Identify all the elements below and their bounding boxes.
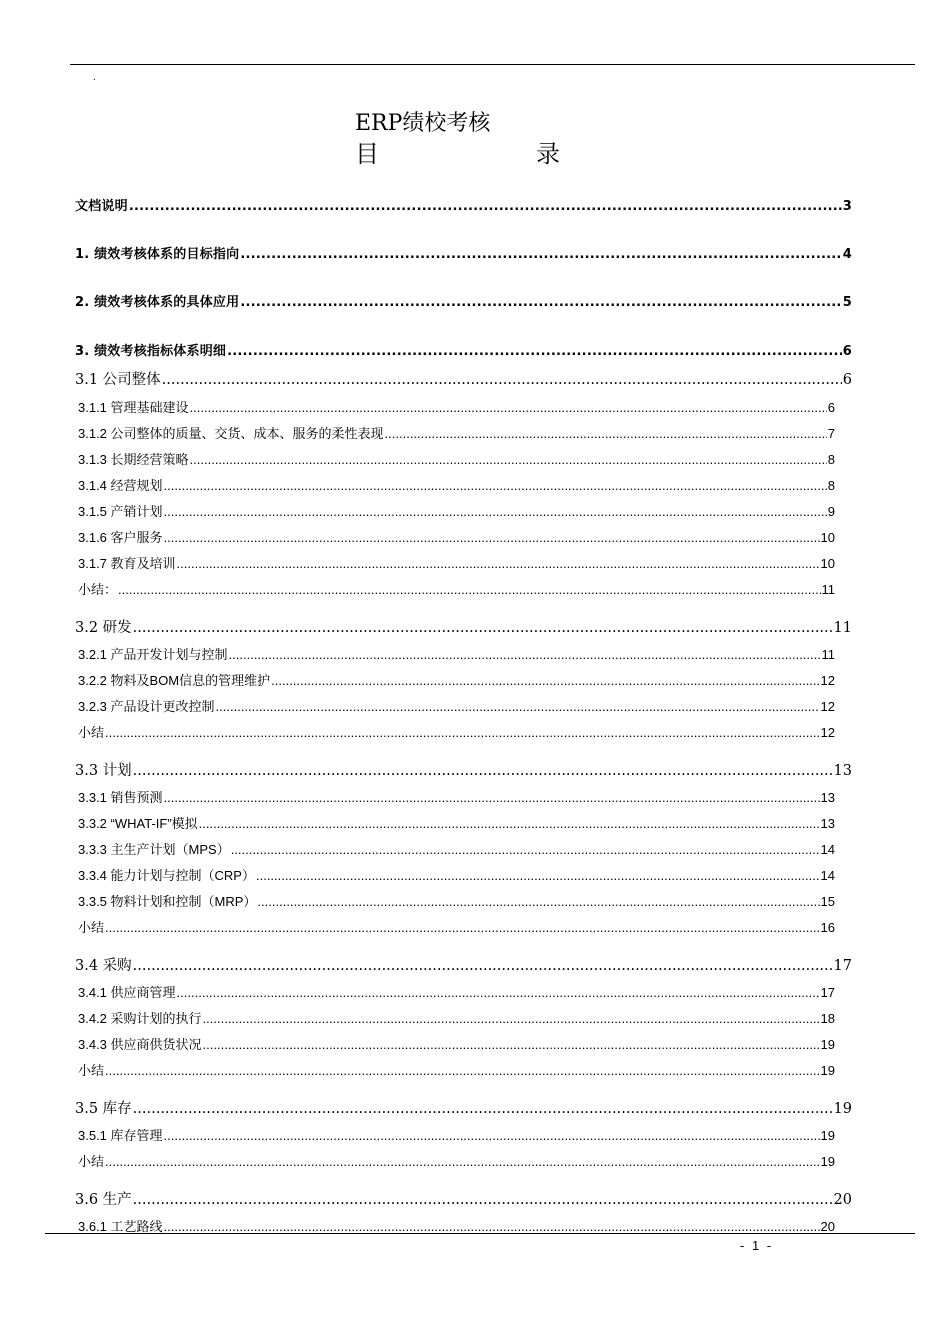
- toc-entry[interactable]: [78, 670, 835, 689]
- toc-entry-page: 12: [820, 699, 835, 714]
- toc-entry-page: 12: [820, 673, 835, 688]
- toc-entry-page: 19: [820, 1063, 835, 1078]
- toc-entry-label: 3.3.3 主生产计划（MPS）: [78, 842, 230, 857]
- toc-entry-page: 8: [827, 478, 835, 493]
- toc-dot-leader: [257, 894, 819, 909]
- toc-dot-leader: [190, 452, 827, 467]
- toc-entry[interactable]: [78, 787, 835, 806]
- toc-entry-label: 3.4.1 供应商管理: [78, 985, 176, 1000]
- toc-entry-label: 3.1.2 公司整体的质量、交货、成本、服务的柔性表现: [78, 426, 384, 441]
- toc-entry-page: 10: [820, 530, 835, 545]
- toc-entry-page: 11: [821, 582, 835, 597]
- toc-dot-leader: [105, 920, 820, 935]
- toc-entry[interactable]: [78, 449, 835, 468]
- toc-entry-label: 文档说明: [75, 199, 128, 214]
- toc-dot-leader: [199, 816, 820, 831]
- toc-entry-label: 3.3.1 销售预测: [78, 790, 163, 805]
- toc-entry[interactable]: [75, 291, 852, 310]
- toc-entry[interactable]: [78, 1125, 835, 1144]
- toc-entry-label: 3.5 库存: [75, 1101, 132, 1117]
- toc-entry-page: 15: [820, 894, 835, 909]
- toc-entry[interactable]: [78, 501, 835, 520]
- toc-entry[interactable]: [78, 1151, 835, 1170]
- toc-entry[interactable]: [75, 243, 852, 262]
- toc-dot-leader: [203, 1037, 820, 1052]
- toc-dot-leader: [105, 1154, 820, 1169]
- toc-entry-label: 1. 绩效考核体系的目标指向: [75, 247, 240, 262]
- toc-dot-leader: [231, 842, 820, 857]
- toc-entry-label: 小结: [78, 725, 105, 740]
- toc-entry-label: 3.1.3 长期经营策略: [78, 452, 189, 467]
- toc-entry-label: 小结: [78, 920, 105, 935]
- toc-entry-label: 3.3.4 能力计划与控制（CRP）: [78, 868, 255, 883]
- toc-entry-label: 3.4.2 采购计划的执行: [78, 1011, 202, 1026]
- toc-entry[interactable]: [78, 397, 835, 416]
- toc-entry-page: 6: [842, 344, 852, 359]
- header-rule: [70, 64, 915, 65]
- toc-entry-page: 19: [820, 1037, 835, 1052]
- toc-dot-leader: [133, 620, 833, 636]
- toc-dot-leader: [164, 478, 827, 493]
- toc-entry-page: 19: [820, 1154, 835, 1169]
- toc-entry-page: 14: [820, 868, 835, 883]
- toc-entry-label: 小结: [78, 1063, 105, 1078]
- toc-entry-page: 12: [820, 725, 835, 740]
- toc-entry-label: 3.1 公司整体: [75, 372, 161, 388]
- toc-entry[interactable]: [75, 340, 852, 359]
- toc-entry-label: 3.2.1 产品开发计划与控制: [78, 647, 228, 662]
- toc-entry-label: 3.3.5 物料计划和控制（MRP）: [78, 894, 257, 909]
- toc-entry[interactable]: [78, 1060, 835, 1079]
- toc-dot-leader: [177, 985, 820, 1000]
- toc-entry[interactable]: [75, 1188, 852, 1209]
- toc-entry-page: 5: [842, 295, 852, 310]
- toc-entry[interactable]: [78, 722, 835, 741]
- toc-entry-label: 3. 绩效考核指标体系明细: [75, 344, 227, 359]
- toc-dot-leader: [164, 530, 820, 545]
- toc-entry-page: 8: [827, 452, 835, 467]
- toc-entry-label: 3.1.6 客户服务: [78, 530, 163, 545]
- toc-dot-leader: [227, 344, 842, 359]
- toc-dot-leader: [385, 426, 827, 441]
- toc-entry-page: 13: [820, 816, 835, 831]
- toc-dot-leader: [256, 868, 820, 883]
- toc-entry-page: 10: [820, 556, 835, 571]
- toc-entry-label: 3.1.7 教育及培训: [78, 556, 176, 571]
- toc-entry[interactable]: [78, 527, 835, 546]
- toc-entry[interactable]: [78, 1034, 835, 1053]
- toc-entry-page: 17: [833, 958, 852, 974]
- toc-entry[interactable]: [78, 553, 835, 572]
- toc-entry[interactable]: [78, 1008, 835, 1027]
- footer-page-number: - 1 -: [740, 1238, 774, 1253]
- toc-entry[interactable]: [75, 954, 852, 975]
- toc-entry-page: 20: [833, 1192, 852, 1208]
- toc-dot-leader: [162, 372, 842, 388]
- toc-dot-leader: [133, 1101, 833, 1117]
- toc-entry[interactable]: [78, 917, 835, 936]
- toc-entry-label: 3.4.3 供应商供货状况: [78, 1037, 202, 1052]
- toc-dot-leader: [240, 295, 841, 310]
- toc-entry-label: 2. 绩效考核体系的具体应用: [75, 295, 240, 310]
- toc-dot-leader: [271, 673, 819, 688]
- toc-entry-label: 小结：: [78, 582, 118, 597]
- toc-dot-leader: [203, 1011, 820, 1026]
- toc-entry-page: 19: [820, 1128, 835, 1143]
- toc-entry-label: 3.6.1 工艺路线: [78, 1219, 163, 1234]
- toc-entry-label: 3.5.1 库存管理: [78, 1128, 163, 1143]
- toc-entry-page: 18: [820, 1011, 835, 1026]
- toc-dot-leader: [133, 958, 833, 974]
- toc-dot-leader: [177, 556, 820, 571]
- toc-entry-page: 19: [833, 1101, 852, 1117]
- toc-entry[interactable]: [78, 423, 835, 442]
- toc-entry-page: 6: [827, 400, 835, 415]
- toc-entry-page: 14: [820, 842, 835, 857]
- toc-entry[interactable]: [78, 475, 835, 494]
- toc-entry-label: 3.3.2 “WHAT-IF”模拟: [78, 816, 198, 831]
- toc-dot-leader: [133, 763, 833, 779]
- toc-entry[interactable]: [78, 982, 835, 1001]
- toc-dot-leader: [240, 247, 841, 262]
- toc-entry[interactable]: [75, 759, 852, 780]
- toc-entry[interactable]: [78, 644, 835, 663]
- toc-entry-page: 17: [820, 985, 835, 1000]
- toc-entry[interactable]: [75, 1097, 852, 1118]
- toc-dot-leader: [129, 199, 842, 214]
- toc-dot-leader: [190, 400, 827, 415]
- toc-dot-leader: [118, 582, 820, 597]
- toc-entry-page: 16: [820, 920, 835, 935]
- toc-entry[interactable]: [75, 368, 852, 389]
- toc-entry-label: 3.2 研发: [75, 620, 132, 636]
- toc-entry-page: 7: [827, 426, 835, 441]
- toc-heading: [355, 140, 560, 168]
- toc-entry-page: 13: [820, 790, 835, 805]
- toc-entry[interactable]: [78, 839, 835, 858]
- toc-entry-page: 11: [821, 647, 835, 662]
- toc-dot-leader: [164, 1219, 820, 1234]
- toc-dot-leader: [164, 1128, 820, 1143]
- toc-dot-leader: [216, 699, 820, 714]
- toc-entry-page: 3: [842, 199, 852, 214]
- toc-heading-right: 录: [536, 140, 560, 168]
- toc-entry[interactable]: [78, 865, 835, 884]
- toc-entry-label: 3.1.4 经营规划: [78, 478, 163, 493]
- toc-entry[interactable]: [78, 579, 835, 598]
- toc-entry[interactable]: [75, 616, 852, 637]
- toc-entry-label: 3.1.5 产销计划: [78, 504, 163, 519]
- toc-dot-leader: [229, 647, 821, 662]
- toc-entry-label: 3.3 计划: [75, 763, 132, 779]
- toc-dot-leader: [105, 1063, 820, 1078]
- toc-entry-label: 3.1.1 管理基础建设: [78, 400, 189, 415]
- toc-entry-label: 3.4 采购: [75, 958, 132, 974]
- toc-dot-leader: [105, 725, 820, 740]
- document-title: ERP绩校考核: [355, 111, 491, 136]
- toc-entry[interactable]: [78, 696, 835, 715]
- toc-entry-page: 11: [833, 620, 852, 636]
- toc-dot-leader: [133, 1192, 833, 1208]
- toc-entry-page: 9: [827, 504, 835, 519]
- toc-entry-label: 3.2.3 产品设计更改控制: [78, 699, 215, 714]
- header-mark: .: [93, 72, 96, 83]
- toc-entry-page: 4: [842, 247, 852, 262]
- toc-entry-label: 3.6 生产: [75, 1192, 132, 1208]
- toc-entry-page: 20: [820, 1219, 835, 1234]
- toc-entry[interactable]: [75, 195, 852, 214]
- toc-dot-leader: [164, 790, 820, 805]
- footer-rule: [45, 1233, 915, 1234]
- toc-entry[interactable]: [78, 813, 835, 832]
- toc-heading-left: 目: [355, 140, 379, 168]
- toc-entry-page: 13: [833, 763, 852, 779]
- toc-entry-label: 小结: [78, 1154, 105, 1169]
- toc-entry[interactable]: [78, 891, 835, 910]
- toc-entry-label: 3.2.2 物料及BOM信息的管理维护: [78, 673, 271, 688]
- toc-dot-leader: [164, 504, 827, 519]
- toc-entry-page: 6: [842, 372, 852, 388]
